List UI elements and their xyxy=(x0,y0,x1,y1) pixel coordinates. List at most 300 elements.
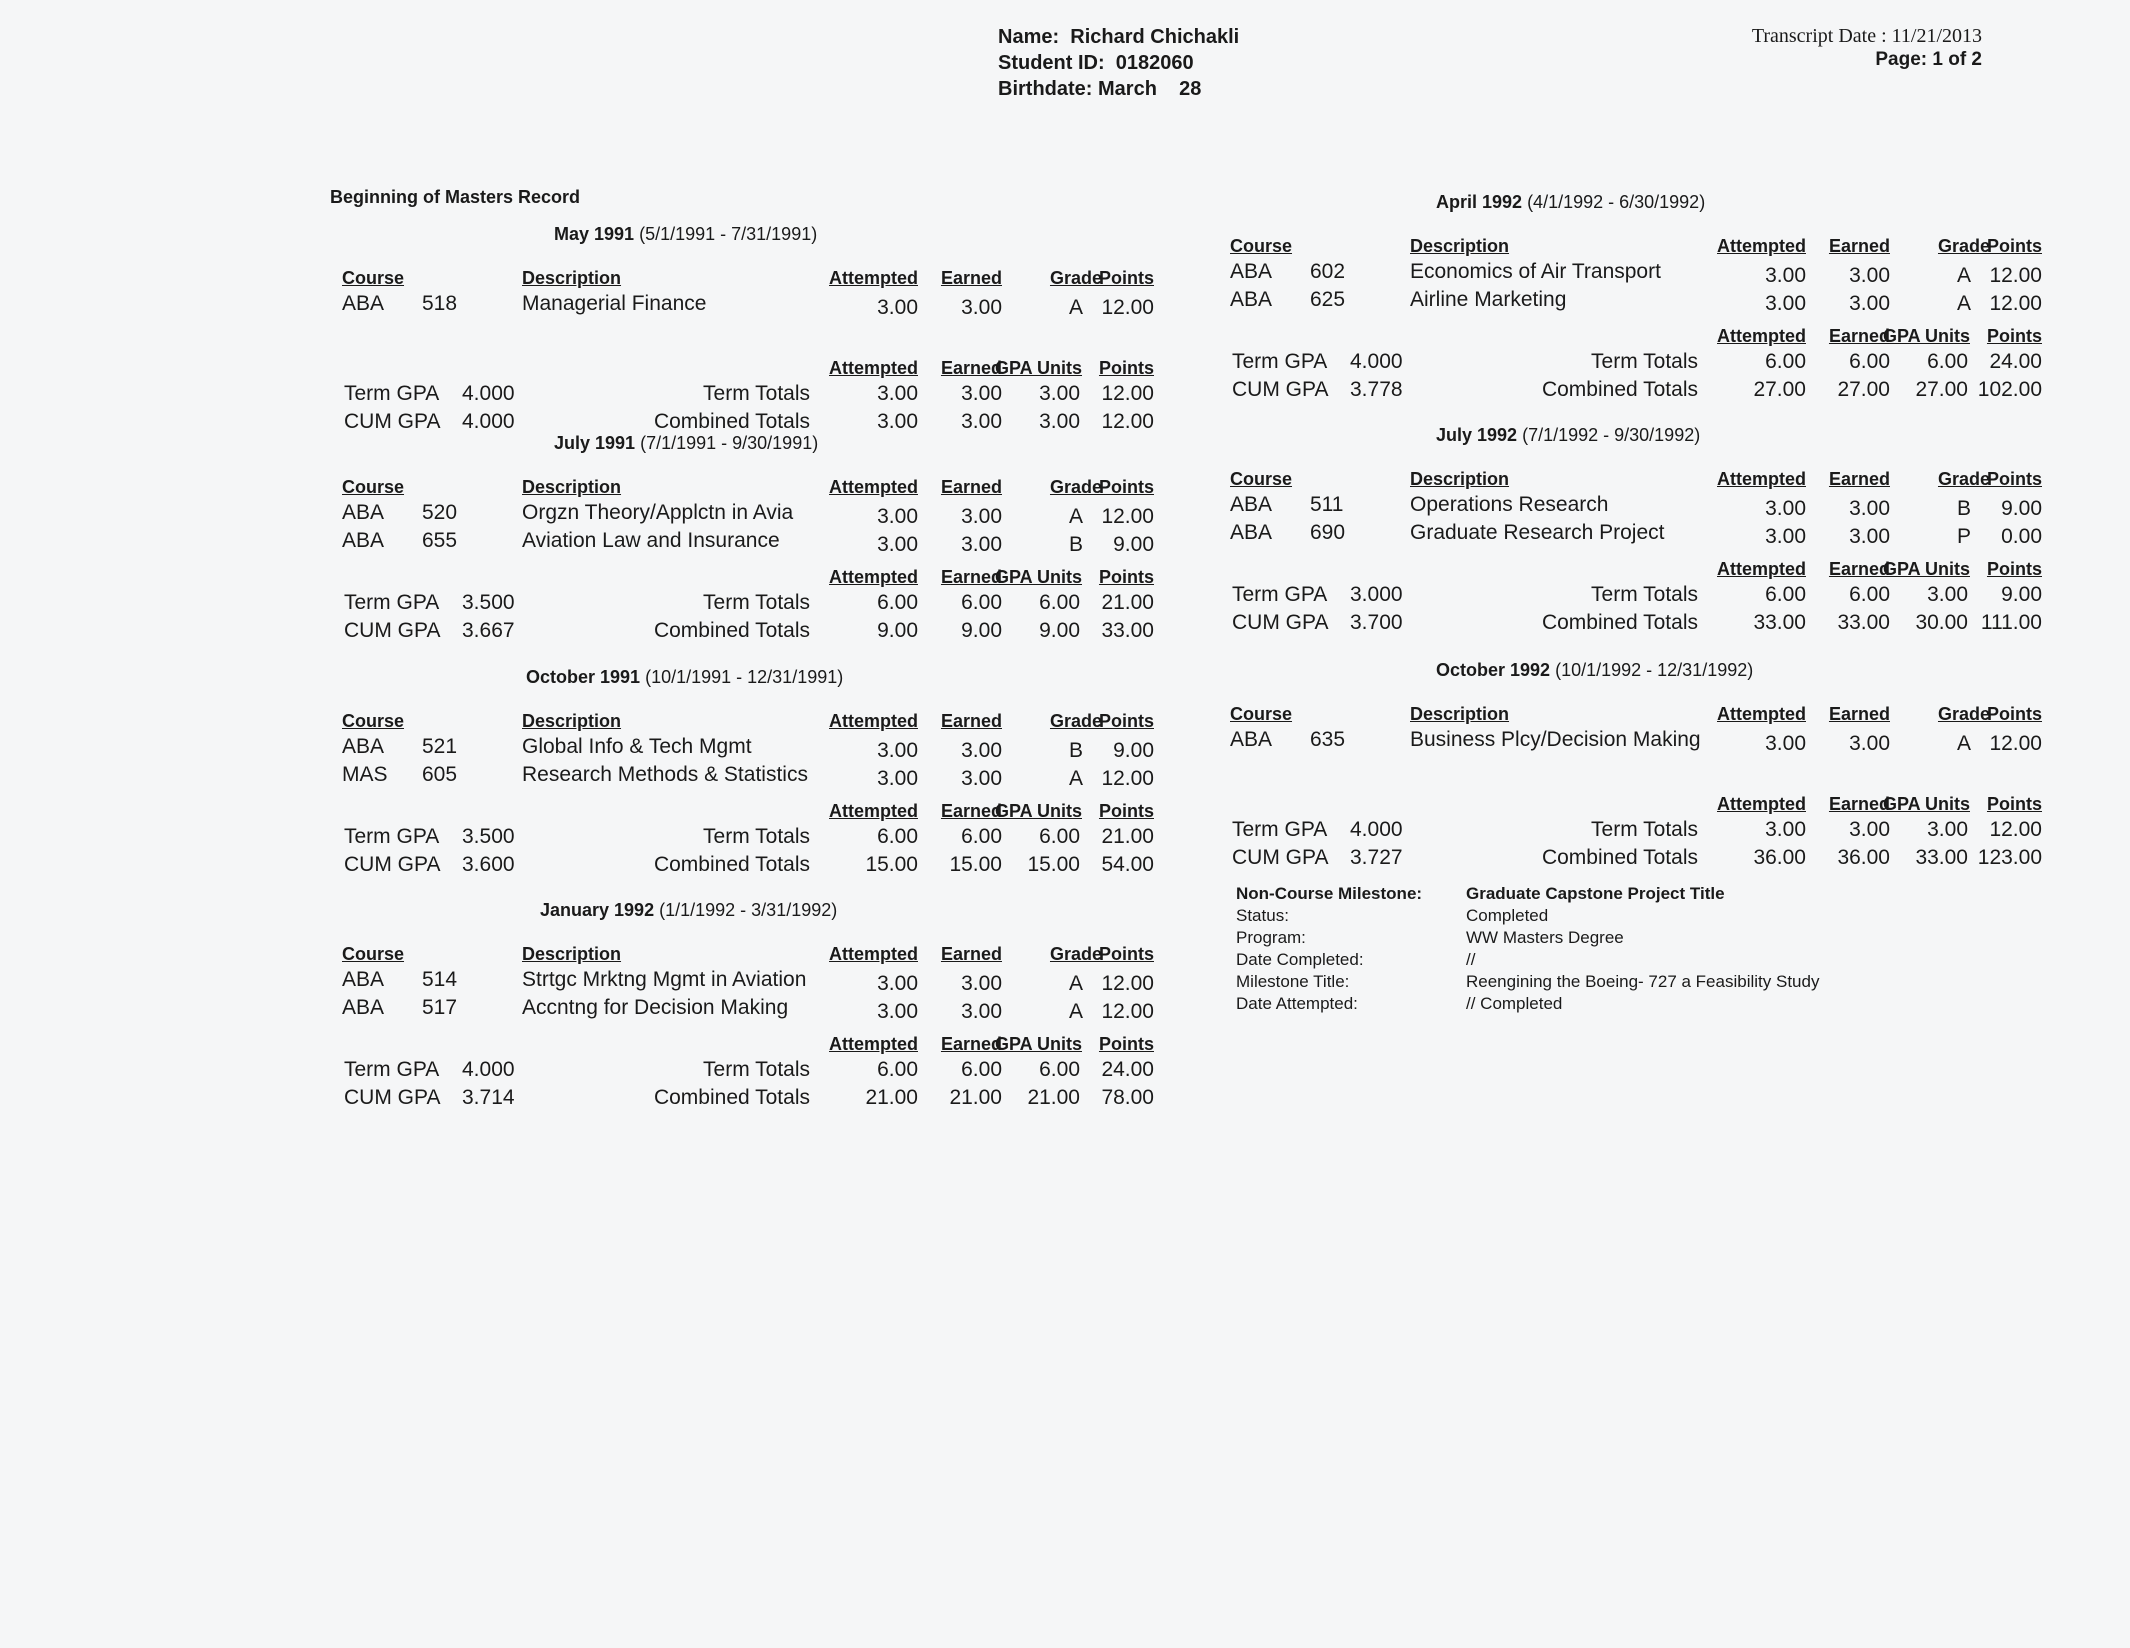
cum-gpa-label: CUM GPA xyxy=(344,1086,441,1109)
term-totals-points: 9.00 xyxy=(2001,583,2042,606)
milestone-value: // Completed xyxy=(1466,994,1563,1013)
course-points: 9.00 xyxy=(1113,739,1154,762)
milestone-label: Date Attempted: xyxy=(1236,994,1358,1013)
totals-header-attempted: Attempted xyxy=(1717,559,1806,579)
term-range: (10/1/1991 - 12/31/1991) xyxy=(645,667,844,687)
term-section xyxy=(1218,660,2042,880)
course-attempted: 3.00 xyxy=(1765,497,1806,520)
course-subject: ABA xyxy=(1230,493,1273,516)
term-totals-points: 24.00 xyxy=(1101,1058,1154,1081)
combined-earned: 36.00 xyxy=(1837,846,1890,869)
totals-header-points: Points xyxy=(1986,326,2042,346)
term-gpa-value: 4.000 xyxy=(1350,818,1403,841)
totals-header-earned: Earned xyxy=(940,1034,1002,1054)
col-header-course: Course xyxy=(342,944,405,964)
combined-gpa-units: 15.00 xyxy=(1027,853,1080,876)
course-description: Business Plcy/Decision Making xyxy=(1410,728,1701,751)
course-attempted: 3.00 xyxy=(1765,732,1806,755)
cum-gpa-value: 4.000 xyxy=(462,410,515,433)
course-number: 511 xyxy=(1310,493,1344,516)
name-label: Name: xyxy=(998,26,1060,48)
term-totals-earned: 6.00 xyxy=(1849,583,1890,606)
col-header-grade: Grade xyxy=(1049,711,1103,731)
term-range: (10/1/1992 - 12/31/1992) xyxy=(1555,660,1754,680)
cum-gpa-label: CUM GPA xyxy=(1232,378,1329,401)
term-totals-label: Term Totals xyxy=(703,825,810,848)
totals-header-points: Points xyxy=(1098,1034,1154,1054)
course-description: Accntng for Decision Making xyxy=(522,996,789,1019)
course-points: 9.00 xyxy=(2001,497,2042,520)
term-totals-gpa-units: 6.00 xyxy=(1039,825,1080,848)
course-description: Operations Research xyxy=(1410,493,1609,516)
course-points: 12.00 xyxy=(1101,505,1154,528)
combined-gpa-units: 21.00 xyxy=(1027,1086,1080,1109)
term-range: (4/1/1992 - 6/30/1992) xyxy=(1527,192,1706,212)
totals-header-points: Points xyxy=(1098,358,1154,378)
cum-gpa-label: CUM GPA xyxy=(1232,846,1329,869)
col-header-points: Points xyxy=(1098,711,1154,731)
term-totals-label: Term Totals xyxy=(703,382,810,405)
term-name: April 1992 xyxy=(1436,192,1523,212)
term-gpa-label: Term GPA xyxy=(344,825,440,848)
combined-attempted: 21.00 xyxy=(865,1086,918,1109)
cum-gpa-value: 3.778 xyxy=(1350,378,1403,401)
transcript-date-block xyxy=(1752,24,1982,72)
course-earned: 3.00 xyxy=(961,739,1002,762)
combined-attempted: 15.00 xyxy=(865,853,918,876)
col-header-earned: Earned xyxy=(1828,236,1890,256)
term-name: July 1991 xyxy=(554,433,636,453)
course-earned: 3.00 xyxy=(961,533,1002,556)
term-section xyxy=(330,433,1154,653)
totals-header-attempted: Attempted xyxy=(829,358,918,378)
course-description: Aviation Law and Insurance xyxy=(522,529,780,552)
term-gpa-label: Term GPA xyxy=(1232,583,1328,606)
course-number: 605 xyxy=(422,763,458,786)
combined-totals-label: Combined Totals xyxy=(653,853,810,876)
term-gpa-value: 3.500 xyxy=(462,825,515,848)
term-totals-earned: 6.00 xyxy=(961,1058,1002,1081)
course-grade: B xyxy=(1068,533,1083,556)
term-gpa-label: Term GPA xyxy=(1232,818,1328,841)
course-earned: 3.00 xyxy=(1849,497,1890,520)
col-header-course: Course xyxy=(1230,469,1293,489)
col-header-earned: Earned xyxy=(1828,469,1890,489)
col-header-grade: Grade xyxy=(1937,704,1991,724)
course-attempted: 3.00 xyxy=(877,972,918,995)
totals-header-gpa-units: GPA Units xyxy=(994,567,1082,587)
term-totals-label: Term Totals xyxy=(703,591,810,614)
term-range: (1/1/1992 - 3/31/1992) xyxy=(659,900,838,920)
combined-points: 54.00 xyxy=(1101,853,1154,876)
col-header-grade: Grade xyxy=(1049,944,1103,964)
combined-points: 33.00 xyxy=(1101,619,1154,642)
name-row xyxy=(998,24,1239,50)
course-earned: 3.00 xyxy=(961,972,1002,995)
col-header-attempted: Attempted xyxy=(1717,236,1806,256)
term-totals-attempted: 6.00 xyxy=(877,1058,918,1081)
combined-points: 111.00 xyxy=(1980,611,2042,634)
term-name: October 1992 xyxy=(1436,660,1551,680)
term-section xyxy=(330,667,1154,887)
col-header-grade: Grade xyxy=(1049,268,1103,288)
milestone-value: // xyxy=(1466,950,1476,969)
term-gpa-value: 4.000 xyxy=(462,1058,515,1081)
totals-header-gpa-units: GPA Units xyxy=(994,801,1082,821)
term-name: October 1991 xyxy=(526,667,641,687)
combined-totals-label: Combined Totals xyxy=(1541,378,1698,401)
course-grade: B xyxy=(1956,497,1971,520)
term-gpa-label: Term GPA xyxy=(344,382,440,405)
milestone-label: Status: xyxy=(1236,906,1289,925)
term-gpa-value: 4.000 xyxy=(462,382,515,405)
course-points: 12.00 xyxy=(1989,292,2042,315)
course-number: 521 xyxy=(422,735,458,758)
course-points: 12.00 xyxy=(1101,972,1154,995)
course-grade: A xyxy=(1068,1000,1083,1023)
student-id: 0182060 xyxy=(1115,52,1194,74)
cum-gpa-label: CUM GPA xyxy=(344,853,441,876)
totals-header-attempted: Attempted xyxy=(1717,326,1806,346)
course-attempted: 3.00 xyxy=(1765,525,1806,548)
term-title xyxy=(1436,425,1700,446)
course-attempted: 3.00 xyxy=(877,533,918,556)
totals-header-attempted: Attempted xyxy=(829,1034,918,1054)
col-header-description: Description xyxy=(1410,469,1510,489)
term-totals-earned: 6.00 xyxy=(1849,350,1890,373)
totals-header-earned: Earned xyxy=(940,358,1002,378)
course-description: Graduate Research Project xyxy=(1410,521,1665,544)
combined-attempted: 36.00 xyxy=(1753,846,1806,869)
birthdate: March 28 xyxy=(1098,78,1202,100)
col-header-attempted: Attempted xyxy=(829,711,918,731)
term-totals-gpa-units: 6.00 xyxy=(1039,1058,1080,1081)
course-grade: A xyxy=(1068,767,1083,790)
col-header-earned: Earned xyxy=(1828,704,1890,724)
course-number: 514 xyxy=(422,968,458,991)
combined-attempted: 33.00 xyxy=(1753,611,1806,634)
totals-header-earned: Earned xyxy=(940,801,1002,821)
combined-gpa-units: 30.00 xyxy=(1915,611,1968,634)
course-subject: ABA xyxy=(342,292,385,315)
course-attempted: 3.00 xyxy=(1765,264,1806,287)
transcript-date-row xyxy=(1752,24,1982,48)
term-totals-points: 24.00 xyxy=(1989,350,2042,373)
course-grade: A xyxy=(1956,732,1971,755)
course-subject: ABA xyxy=(342,501,385,524)
combined-earned: 21.00 xyxy=(949,1086,1002,1109)
term-totals-label: Term Totals xyxy=(1591,350,1698,373)
term-totals-attempted: 3.00 xyxy=(1765,818,1806,841)
term-title xyxy=(540,900,837,921)
student-info xyxy=(998,24,1239,102)
term-gpa-value: 3.500 xyxy=(462,591,515,614)
course-attempted: 3.00 xyxy=(877,739,918,762)
course-grade: P xyxy=(1956,525,1971,548)
course-description: Orgzn Theory/Applctn in Avia xyxy=(522,501,794,524)
term-totals-earned: 3.00 xyxy=(961,382,1002,405)
col-header-attempted: Attempted xyxy=(1717,469,1806,489)
totals-header-points: Points xyxy=(1986,794,2042,814)
totals-header-points: Points xyxy=(1098,567,1154,587)
col-header-attempted: Attempted xyxy=(1717,704,1806,724)
course-points: 12.00 xyxy=(1989,264,2042,287)
combined-earned: 9.00 xyxy=(961,619,1002,642)
term-totals-attempted: 3.00 xyxy=(877,382,918,405)
term-totals-attempted: 6.00 xyxy=(877,825,918,848)
term-range: (7/1/1992 - 9/30/1992) xyxy=(1522,425,1701,445)
col-header-earned: Earned xyxy=(940,268,1002,288)
page-number: Page: 1 of 2 xyxy=(1875,49,1982,70)
term-totals-gpa-units: 6.00 xyxy=(1039,591,1080,614)
course-grade: A xyxy=(1068,505,1083,528)
cum-gpa-value: 3.714 xyxy=(462,1086,515,1109)
milestone-value: Graduate Capstone Project Title xyxy=(1466,884,1725,903)
course-subject: ABA xyxy=(1230,260,1273,283)
birthdate-row xyxy=(998,76,1239,102)
term-totals-gpa-units: 3.00 xyxy=(1927,818,1968,841)
col-header-grade: Grade xyxy=(1049,477,1103,497)
term-totals-attempted: 6.00 xyxy=(1765,583,1806,606)
totals-header-points: Points xyxy=(1986,559,2042,579)
combined-attempted: 3.00 xyxy=(877,410,918,433)
cum-gpa-label: CUM GPA xyxy=(344,410,441,433)
course-points: 9.00 xyxy=(1113,533,1154,556)
col-header-course: Course xyxy=(342,477,405,497)
course-number: 518 xyxy=(422,292,458,315)
course-points: 0.00 xyxy=(2001,525,2042,548)
col-header-points: Points xyxy=(1986,704,2042,724)
course-attempted: 3.00 xyxy=(877,1000,918,1023)
course-number: 602 xyxy=(1310,260,1346,283)
col-header-attempted: Attempted xyxy=(829,477,918,497)
course-attempted: 3.00 xyxy=(877,505,918,528)
term-totals-gpa-units: 6.00 xyxy=(1927,350,1968,373)
col-header-earned: Earned xyxy=(940,477,1002,497)
col-header-attempted: Attempted xyxy=(829,268,918,288)
cum-gpa-value: 3.727 xyxy=(1350,846,1403,869)
course-subject: ABA xyxy=(342,529,385,552)
course-subject: ABA xyxy=(342,968,385,991)
term-range: (5/1/1991 - 7/31/1991) xyxy=(639,224,818,244)
term-totals-attempted: 6.00 xyxy=(1765,350,1806,373)
transcript-date: 11/21/2013 xyxy=(1891,25,1982,47)
course-earned: 3.00 xyxy=(961,505,1002,528)
combined-earned: 27.00 xyxy=(1837,378,1890,401)
combined-earned: 3.00 xyxy=(961,410,1002,433)
course-description: Airline Marketing xyxy=(1410,288,1567,311)
course-earned: 3.00 xyxy=(961,296,1002,319)
totals-header-attempted: Attempted xyxy=(1717,794,1806,814)
student-name: Richard Chichakli xyxy=(1070,26,1240,48)
term-totals-label: Term Totals xyxy=(1591,583,1698,606)
course-number: 655 xyxy=(422,529,458,552)
term-totals-points: 21.00 xyxy=(1101,825,1154,848)
course-points: 12.00 xyxy=(1989,732,2042,755)
col-header-attempted: Attempted xyxy=(829,944,918,964)
term-totals-attempted: 6.00 xyxy=(877,591,918,614)
totals-header-gpa-units: GPA Units xyxy=(994,1034,1082,1054)
combined-points: 123.00 xyxy=(1977,846,2042,869)
combined-attempted: 27.00 xyxy=(1753,378,1806,401)
milestone-label: Date Completed: xyxy=(1236,950,1364,969)
col-header-points: Points xyxy=(1986,236,2042,256)
course-description: Global Info & Tech Mgmt xyxy=(522,735,752,758)
term-title xyxy=(526,667,843,688)
course-earned: 3.00 xyxy=(1849,525,1890,548)
combined-earned: 33.00 xyxy=(1837,611,1890,634)
col-header-course: Course xyxy=(1230,236,1293,256)
cum-gpa-value: 3.667 xyxy=(462,619,515,642)
transcript-date-label: Transcript Date : xyxy=(1751,25,1887,47)
term-totals-label: Term Totals xyxy=(1591,818,1698,841)
course-subject: ABA xyxy=(342,996,385,1019)
combined-totals-label: Combined Totals xyxy=(653,1086,810,1109)
term-gpa-value: 4.000 xyxy=(1350,350,1403,373)
course-attempted: 3.00 xyxy=(1765,292,1806,315)
term-name: May 1991 xyxy=(554,224,635,244)
course-subject: ABA xyxy=(1230,521,1273,544)
course-number: 635 xyxy=(1310,728,1346,751)
totals-header-earned: Earned xyxy=(1828,559,1890,579)
course-description: Strtgc Mrktng Mgmt in Aviation xyxy=(522,968,807,991)
col-header-earned: Earned xyxy=(940,711,1002,731)
cum-gpa-label: CUM GPA xyxy=(344,619,441,642)
term-totals-points: 12.00 xyxy=(1101,382,1154,405)
milestone-label: Milestone Title: xyxy=(1236,972,1350,991)
term-section xyxy=(330,900,1154,1120)
course-points: 12.00 xyxy=(1101,767,1154,790)
totals-header-gpa-units: GPA Units xyxy=(1882,326,1970,346)
term-totals-earned: 6.00 xyxy=(961,825,1002,848)
course-number: 520 xyxy=(422,501,458,524)
record-title: Beginning of Masters Record xyxy=(330,187,581,207)
course-number: 517 xyxy=(422,996,458,1019)
milestone-value: Completed xyxy=(1466,906,1549,925)
term-gpa-label: Term GPA xyxy=(344,591,440,614)
totals-header-gpa-units: GPA Units xyxy=(1882,794,1970,814)
course-points: 12.00 xyxy=(1101,1000,1154,1023)
course-description: Economics of Air Transport xyxy=(1410,260,1661,283)
term-name: January 1992 xyxy=(540,900,655,920)
course-earned: 3.00 xyxy=(961,767,1002,790)
combined-earned: 15.00 xyxy=(949,853,1002,876)
course-earned: 3.00 xyxy=(1849,732,1890,755)
course-subject: ABA xyxy=(342,735,385,758)
term-gpa-label: Term GPA xyxy=(344,1058,440,1081)
course-number: 690 xyxy=(1310,521,1346,544)
course-attempted: 3.00 xyxy=(877,296,918,319)
cum-gpa-value: 3.700 xyxy=(1350,611,1403,634)
milestone-value: WW Masters Degree xyxy=(1466,928,1624,947)
term-title xyxy=(554,433,818,454)
course-number: 625 xyxy=(1310,288,1346,311)
term-section xyxy=(1218,192,2042,412)
milestone-label: Program: xyxy=(1236,928,1306,947)
col-header-description: Description xyxy=(522,711,622,731)
combined-gpa-units: 3.00 xyxy=(1039,410,1080,433)
col-header-course: Course xyxy=(1230,704,1293,724)
combined-totals-label: Combined Totals xyxy=(1541,611,1698,634)
col-header-description: Description xyxy=(1410,704,1510,724)
col-header-grade: Grade xyxy=(1937,469,1991,489)
col-header-course: Course xyxy=(342,711,405,731)
combined-points: 78.00 xyxy=(1101,1086,1154,1109)
student-id-label: Student ID: xyxy=(998,52,1105,74)
term-totals-label: Term Totals xyxy=(703,1058,810,1081)
cum-gpa-label: CUM GPA xyxy=(1232,611,1329,634)
totals-header-earned: Earned xyxy=(1828,794,1890,814)
birthdate-label: Birthdate: xyxy=(998,78,1093,100)
col-header-course: Course xyxy=(342,268,405,288)
combined-attempted: 9.00 xyxy=(877,619,918,642)
term-name: July 1992 xyxy=(1436,425,1518,445)
course-points: 12.00 xyxy=(1101,296,1154,319)
course-attempted: 3.00 xyxy=(877,767,918,790)
course-description: Managerial Finance xyxy=(522,292,707,315)
term-gpa-value: 3.000 xyxy=(1350,583,1403,606)
term-gpa-label: Term GPA xyxy=(1232,350,1328,373)
cum-gpa-value: 3.600 xyxy=(462,853,515,876)
term-totals-earned: 3.00 xyxy=(1849,818,1890,841)
combined-totals-label: Combined Totals xyxy=(653,410,810,433)
term-title xyxy=(554,224,817,245)
col-header-earned: Earned xyxy=(940,944,1002,964)
totals-header-gpa-units: GPA Units xyxy=(994,358,1082,378)
term-title xyxy=(1436,192,1705,213)
course-grade: A xyxy=(1068,296,1083,319)
course-earned: 3.00 xyxy=(1849,292,1890,315)
term-totals-gpa-units: 3.00 xyxy=(1039,382,1080,405)
course-grade: A xyxy=(1068,972,1083,995)
col-header-points: Points xyxy=(1098,477,1154,497)
course-description: Research Methods & Statistics xyxy=(522,763,808,786)
totals-header-earned: Earned xyxy=(940,567,1002,587)
totals-header-gpa-units: GPA Units xyxy=(1882,559,1970,579)
combined-totals-label: Combined Totals xyxy=(1541,846,1698,869)
course-subject: ABA xyxy=(1230,728,1273,751)
combined-points: 12.00 xyxy=(1101,410,1154,433)
term-totals-points: 12.00 xyxy=(1989,818,2042,841)
combined-gpa-units: 33.00 xyxy=(1915,846,1968,869)
totals-header-attempted: Attempted xyxy=(829,567,918,587)
combined-gpa-units: 27.00 xyxy=(1915,378,1968,401)
totals-header-attempted: Attempted xyxy=(829,801,918,821)
col-header-description: Description xyxy=(522,944,622,964)
col-header-description: Description xyxy=(522,477,622,497)
course-earned: 3.00 xyxy=(961,1000,1002,1023)
course-grade: B xyxy=(1068,739,1083,762)
term-totals-points: 21.00 xyxy=(1101,591,1154,614)
term-totals-gpa-units: 3.00 xyxy=(1927,583,1968,606)
combined-gpa-units: 9.00 xyxy=(1039,619,1080,642)
col-header-grade: Grade xyxy=(1937,236,1991,256)
col-header-points: Points xyxy=(1986,469,2042,489)
totals-header-points: Points xyxy=(1098,801,1154,821)
term-totals-earned: 6.00 xyxy=(961,591,1002,614)
col-header-points: Points xyxy=(1098,268,1154,288)
combined-points: 102.00 xyxy=(1977,378,2042,401)
course-grade: A xyxy=(1956,264,1971,287)
combined-totals-label: Combined Totals xyxy=(653,619,810,642)
milestone-label: Non-Course Milestone: xyxy=(1236,884,1423,903)
course-subject: MAS xyxy=(342,763,388,786)
course-grade: A xyxy=(1956,292,1971,315)
col-header-points: Points xyxy=(1098,944,1154,964)
milestone-value: Reengining the Boeing- 727 a Feasibility Study xyxy=(1466,972,1820,991)
totals-header-earned: Earned xyxy=(1828,326,1890,346)
term-range: (7/1/1991 - 9/30/1991) xyxy=(640,433,819,453)
